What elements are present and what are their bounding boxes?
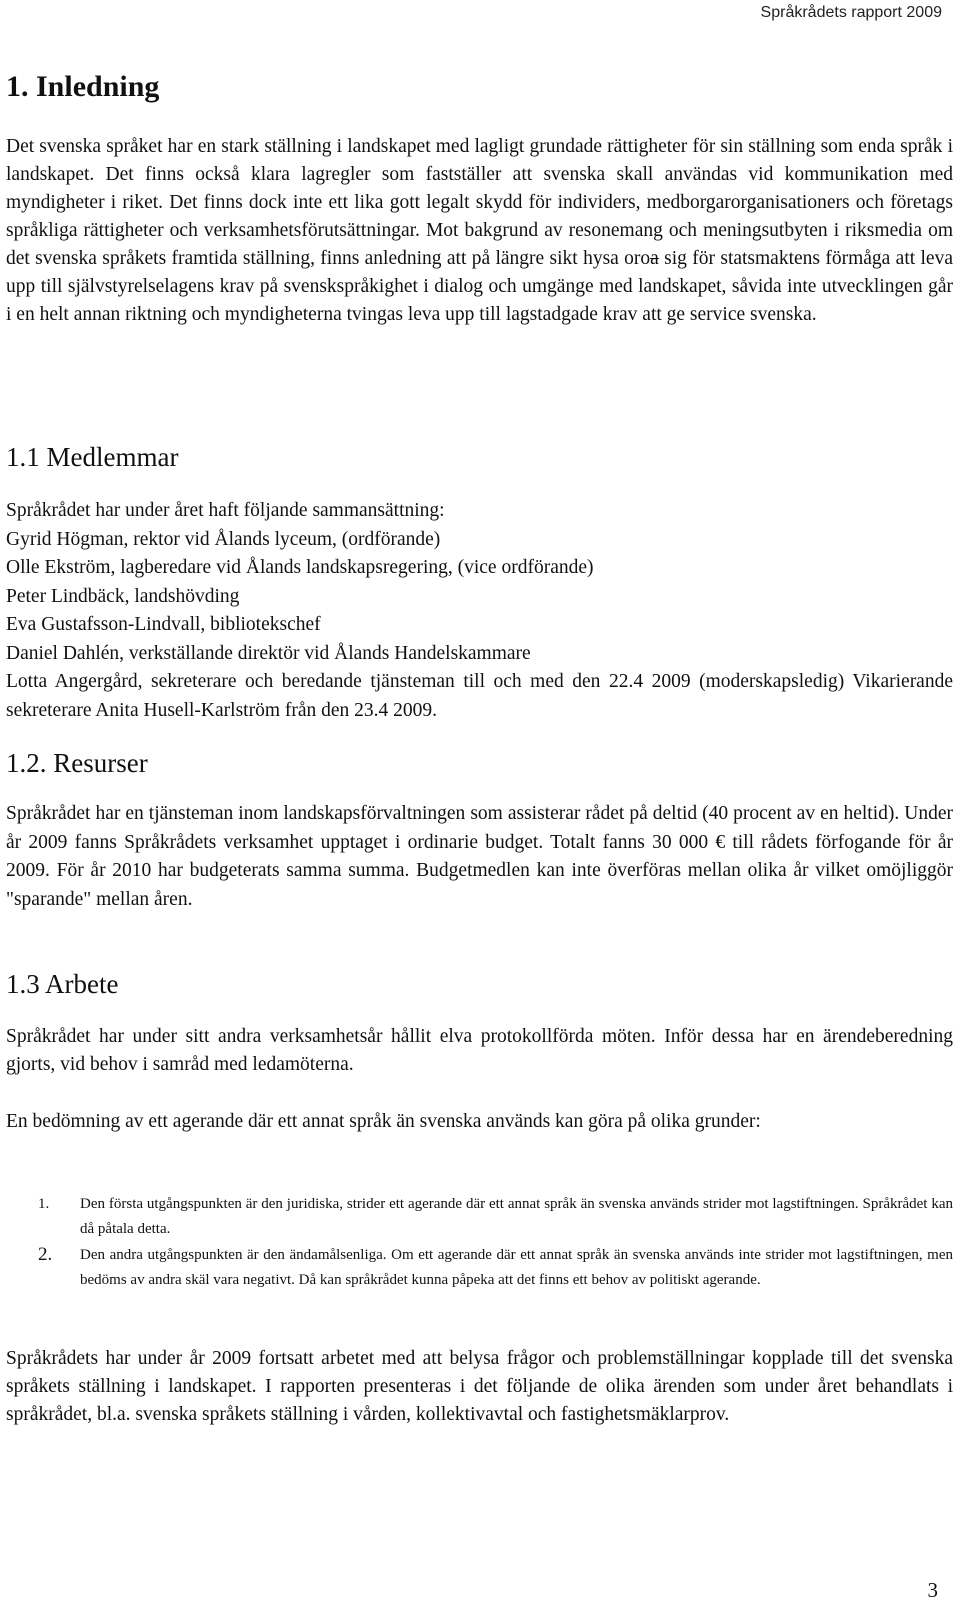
list-number: 2. bbox=[38, 1244, 53, 1265]
intro-paragraph bbox=[6, 133, 953, 329]
member-item: Peter Lindbäck, landshövding bbox=[6, 585, 240, 607]
section-heading-medlemmar: 1.1 Medlemmar bbox=[6, 442, 179, 472]
member-item: Daniel Dahlén, verkställande direktör vid Ålands Handelskammare bbox=[6, 642, 531, 664]
page-number: 3 bbox=[927, 1578, 938, 1602]
work-paragraph-2: En bedömning av ett agerande där ett annat språk än svenska används kan göra på olika grunder: bbox=[6, 1111, 761, 1132]
intro-strikethrough-char: a bbox=[650, 248, 659, 269]
resources-paragraph: Språkrådet har en tjänsteman inom landskapsförvaltningen som assisterar rådet på deltid (40 procent av en heltid). Under år 2009 fanns Språkrådets verksamhet upptaget i ordinarie budget. Totalt fanns 30 000 € till rådets förfogande för år 2009. För år 2010 har budgeterats samma summa. Budgetmedlen kan inte överföras mellan olika år vilket omöjliggör "sparande" mellan åren. bbox=[6, 803, 953, 910]
intro-text-part2: sig för statsmaktens förmåga att leva upp till självstyrelselagens krav på svenskspråkighet i dialog och umgänge med landskapet, såvida inte utvecklingen går i en helt annan riktning och myndigheterna tvingas leva upp till lagstadgade krav att ge service svenska. bbox=[6, 248, 953, 325]
member-item: Lotta Angergård, sekreterare och beredande tjänsteman till och med den 22.4 2009 (moderskapsledig) Vikarierande sekreterare Anita Husell-Karlström från den 23.4 2009. bbox=[6, 671, 953, 721]
section-heading-arbete: 1.3 Arbete bbox=[6, 969, 119, 999]
members-list bbox=[6, 497, 953, 725]
list-item-text: Den andra utgångspunkten är den ändamålsenliga. Om ett agerande där ett annat språk än svenska används inte strider mot lagstiftningen, men bedöms av andra skäl vara negativt. Då kan språkrådet kunna påpeka att det finns ett behov av politiskt agerande. bbox=[80, 1247, 953, 1288]
members-intro: Språkrådet har under året haft följande sammansättning: bbox=[6, 500, 445, 521]
member-item: Eva Gustafsson-Lindvall, bibliotekschef bbox=[6, 614, 321, 635]
assessment-item bbox=[6, 1192, 953, 1241]
assessment-item bbox=[6, 1243, 953, 1292]
section-heading-resurser: 1.2. Resurser bbox=[6, 748, 148, 778]
intro-text-part1: Det svenska språket har en stark ställning i landskapet med lagligt grundade rättigheter för sin ställning som enda språk i landskapet. Det finns också klara lagregler som fastställer att svenska skall användas vid kommunikation med myndigheter i riket. Det finns dock inte ett lika gott legalt skydd för individers, medborgarorganisationers och företags språkliga rättigheter och verksamhetsförutsättningar. Mot bakgrund av resonemang och meningsutbyten i riksmedia om det svenska språkets framtida ställning, finns anledning att på längre sikt hysa oro bbox=[6, 136, 953, 269]
member-item: Gyrid Högman, rektor vid Ålands lyceum, (ordförande) bbox=[6, 528, 441, 550]
member-item: Olle Ekström, lagberedare vid Ålands landskapsregering, (vice ordförande) bbox=[6, 557, 594, 578]
list-item-text: Den första utgångspunkten är den juridiska, strider ett agerande där ett annat språk än svenska används strider mot lagstiftningen. Språkrådet kan då påtala detta. bbox=[80, 1196, 953, 1237]
running-header: Språkrådets rapport 2009 bbox=[760, 4, 942, 21]
work-paragraph-1: Språkrådet har under sitt andra verksamhetsår hållit elva protokollförda möten. Inför dessa har en ärendeberedning gjorts, vid behov i samråd med ledamöterna. bbox=[6, 1026, 953, 1075]
section-heading-inledning: 1. Inledning bbox=[6, 70, 160, 103]
list-number: 1. bbox=[38, 1196, 50, 1212]
assessment-list bbox=[6, 1192, 953, 1294]
work-paragraph-3: Språkrådets har under år 2009 fortsatt arbetet med att belysa frågor och problemställningar kopplade till det svenska språkets ställning i landskapet. I rapporten presenteras i det följande de olika ärenden som under året behandlats i språkrådet, bl.a. svenska språkets ställning i vården, kollektivavtal och fastighetsmäklarprov. bbox=[6, 1348, 953, 1425]
